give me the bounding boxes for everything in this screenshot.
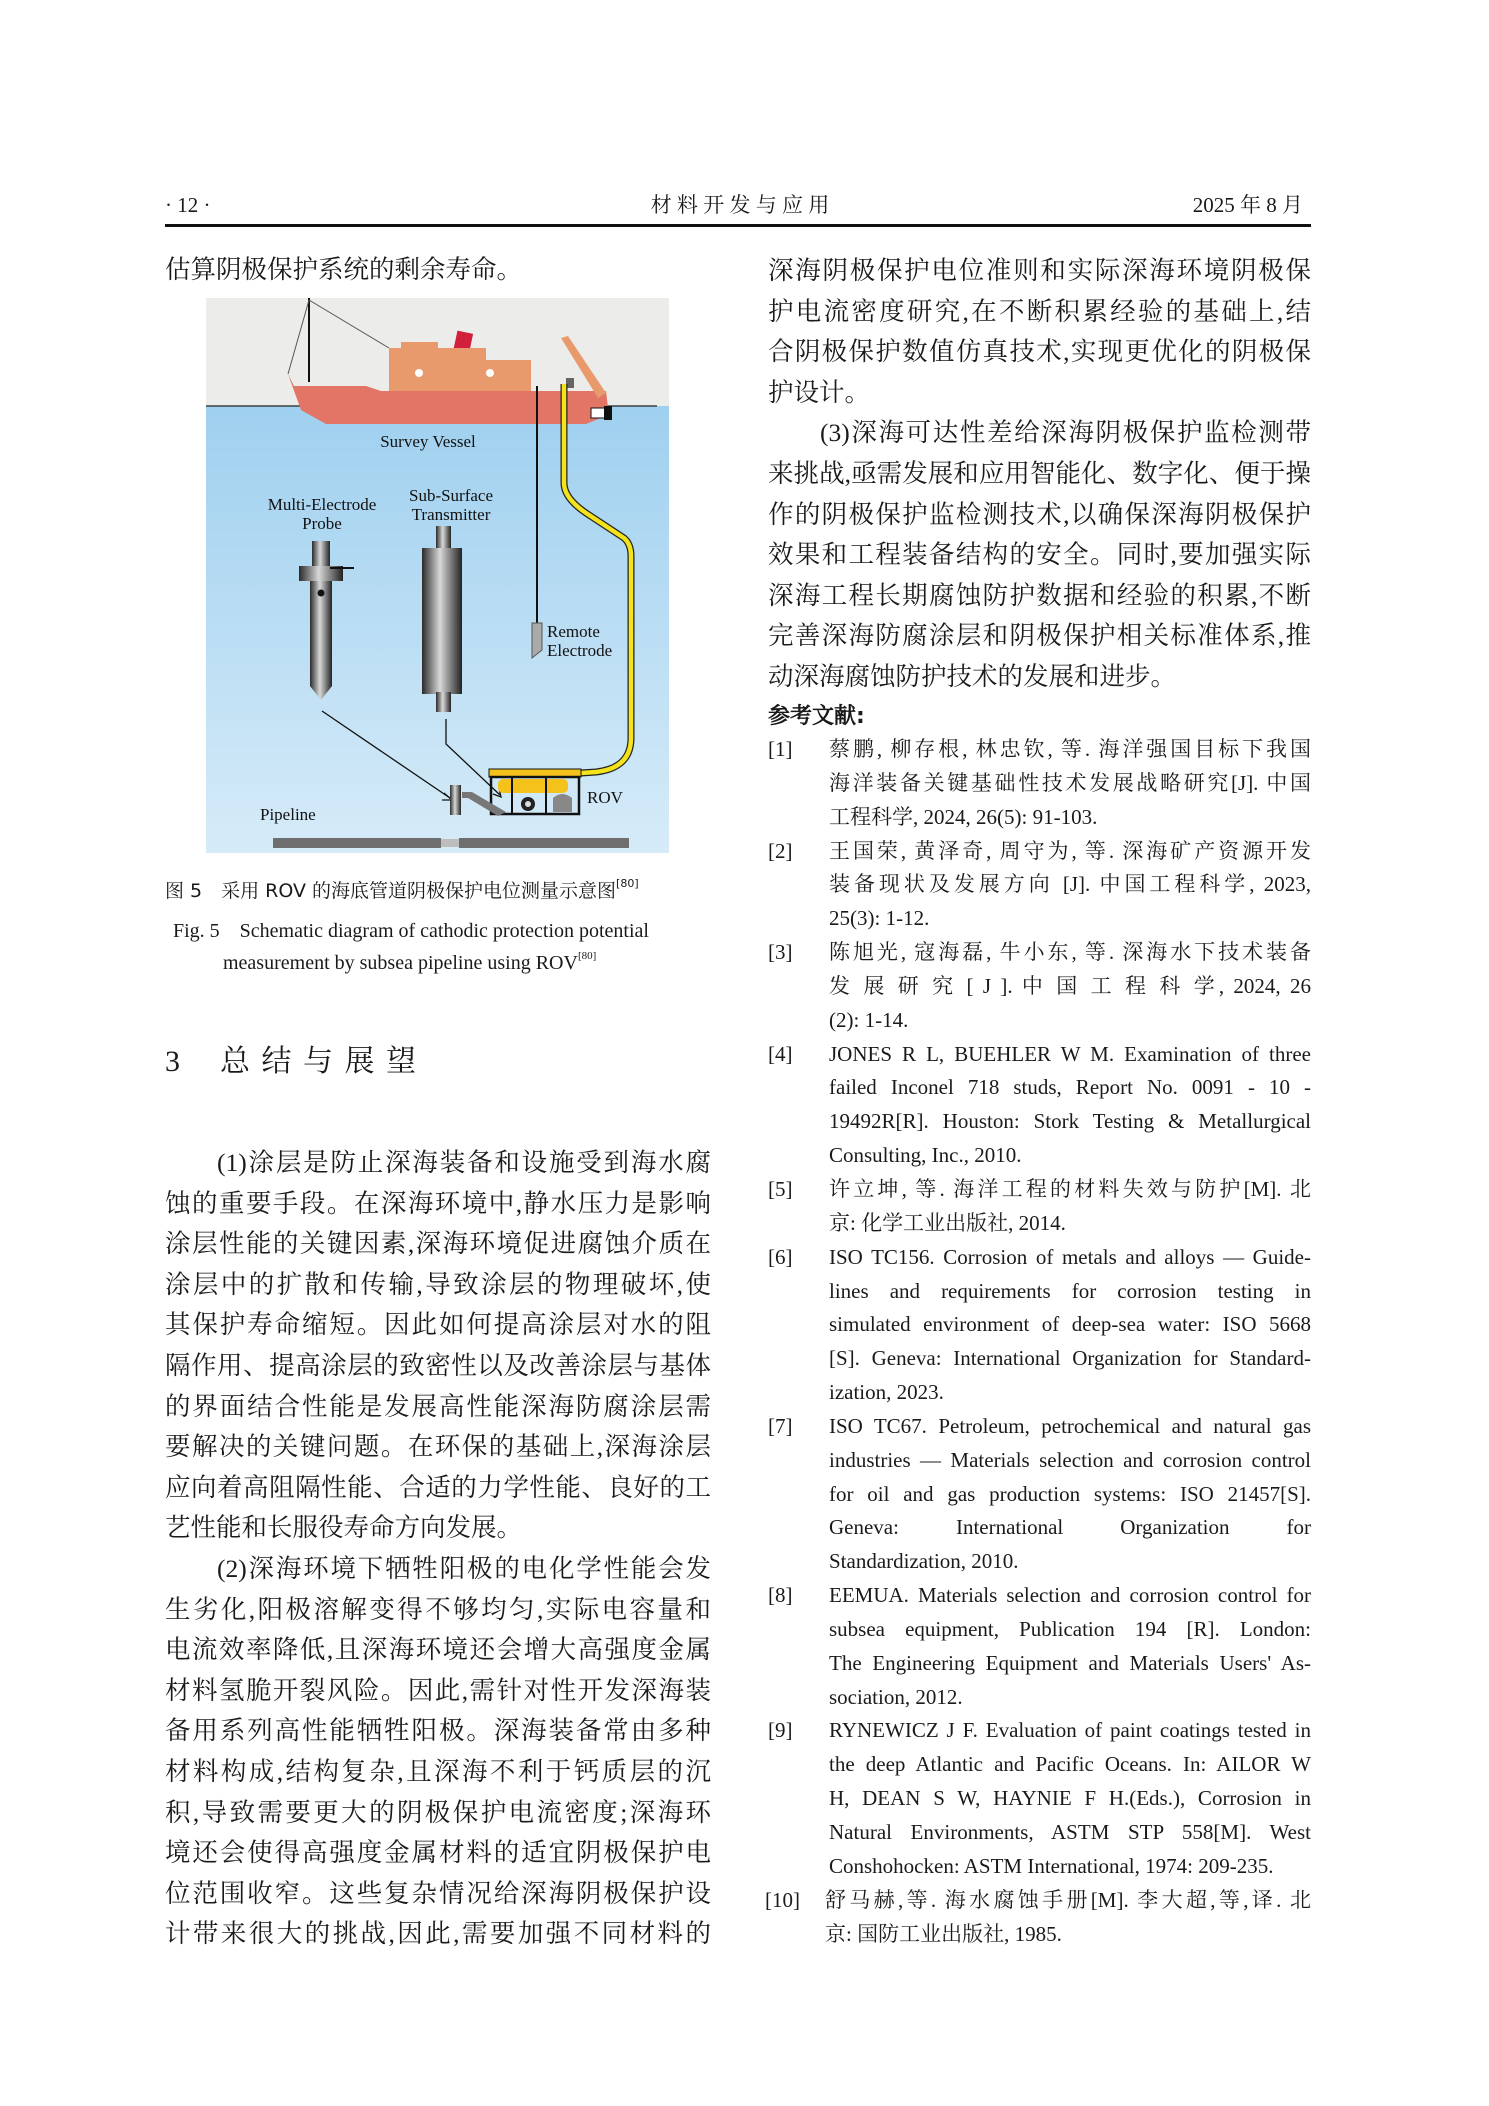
text-line: 积,导致需要更大的阴极保护电流密度;深海环: [165, 1797, 711, 1827]
page-number: · 12 ·: [165, 193, 211, 217]
reference-line: [S]. Geneva: International Organization for Standard-: [829, 1346, 1311, 1371]
reference-line: H, DEAN S W, HAYNIE F H.(Eds.), Corrosion in: [829, 1786, 1311, 1811]
reference-line: 陈旭光, 寇海磊, 牛小东, 等. 深海水下技术装备: [829, 940, 1311, 965]
reference-line: Natural Environments, ASTM STP 558[M]. West: [829, 1820, 1311, 1844]
figure-caption-cn: [165, 876, 639, 903]
text-line: 材料氢脆开裂风险。因此,需针对性开发深海装: [165, 1675, 711, 1705]
text-line: 合阴极保护数值仿真技术,实现更优化的阴极保: [768, 337, 1311, 367]
reference-line: 19492R[R]. Houston: Stork Testing & Metallurgical: [829, 1109, 1311, 1134]
caption-en-citation: [80]: [577, 950, 597, 962]
reference-line: EEMUA. Materials selection and corrosion control for: [829, 1583, 1311, 1608]
reference-label: [5]: [768, 1176, 793, 1201]
left-top-text: [165, 250, 711, 291]
reference-item: [768, 733, 1311, 835]
figure-caption-en-line1: Fig. 5 Schematic diagram of cathodic protection potential: [173, 920, 649, 942]
label-remote-line2: Electrode: [547, 641, 613, 660]
section-title: 总 结 与 展 望: [220, 1045, 418, 1078]
reference-label: [9]: [768, 1718, 793, 1743]
reference-item: [768, 1579, 1311, 1714]
text-line: 涂层性能的关键因素,深海环境促进腐蚀介质在: [165, 1229, 711, 1259]
text-line: 来挑战,亟需发展和应用智能化、数字化、便于操: [768, 458, 1311, 488]
reference-label: [2]: [768, 838, 793, 863]
text-line: 动深海腐蚀防护技术的发展和进步。: [768, 661, 1177, 691]
text-line: 要解决的关键问题。在环保的基础上,深海涂层: [165, 1432, 711, 1462]
label-transmitter-line1: Sub-Surface: [408, 486, 494, 505]
reference-line: ISO TC67. Petroleum, petrochemical and natural gas: [829, 1413, 1311, 1438]
journal-title: 材 料 开 发 与 应 用: [650, 193, 830, 217]
text-line: 深海阴极保护电位准则和实际深海环境阴极保: [768, 256, 1311, 285]
label-survey-vessel: Survey Vessel: [380, 432, 476, 451]
text-line: 隔作用、提高涂层的致密性以及改善涂层与基体: [165, 1350, 711, 1380]
reference-label: [8]: [768, 1583, 793, 1608]
left-column-body: [165, 1143, 711, 1955]
references-title: 参考文献:: [768, 704, 865, 729]
label-pipeline: Pipeline: [260, 805, 316, 824]
reference-line: 京: 化学工业出版社, 2014.: [829, 1210, 1066, 1235]
reference-line: 发 展 研 究 [ J ]. 中 国 工 程 科 学, 2024, 26: [829, 973, 1311, 998]
reference-label: [7]: [768, 1413, 793, 1438]
reference-line: for oil and gas production systems: ISO 21457[S].: [829, 1481, 1311, 1506]
caption-en-text: measurement by subsea pipeline using ROV: [223, 952, 578, 974]
reference-item: [768, 936, 1311, 1038]
reference-line: ization, 2023.: [829, 1380, 944, 1405]
text-line: 备用系列高性能牺牲阳极。深海装备常由多种: [165, 1716, 711, 1746]
text-line: 护电流密度研究,在不断积累经验的基础上,结: [768, 296, 1311, 326]
reference-line: 许立坤, 等. 海洋工程的材料失效与防护[M]. 北: [829, 1176, 1311, 1201]
references-section: [765, 700, 1311, 1951]
text-line: 应向着高阻隔性能、合适的力学性能、良好的工: [165, 1472, 711, 1502]
issue-date: 2025 年 8 月: [1192, 193, 1303, 217]
text-line: 计带来很大的挑战,因此,需要加强不同材料的: [165, 1919, 711, 1949]
reference-line: the deep Atlantic and Pacific Oceans. In: AILOR W: [829, 1752, 1311, 1777]
text-line: 估算阴极保护系统的剩余寿命。: [165, 255, 523, 284]
reference-line: 京: 国防工业出版社, 1985.: [825, 1921, 1062, 1946]
reference-label: [10]: [765, 1887, 800, 1912]
text-line: 作的阴极保护监检测技术,以确保深海阴极保护: [768, 499, 1311, 529]
reference-line: sociation, 2012.: [829, 1684, 963, 1709]
text-line: 蚀的重要手段。在深海环境中,静水压力是影响: [165, 1188, 711, 1218]
caption-cn-citation: [80]: [616, 877, 639, 890]
reference-item: [768, 1173, 1311, 1241]
text-line: 材料构成,结构复杂,且深海不利于钙质层的沉: [165, 1756, 711, 1786]
reference-line: subsea equipment, Publication 194 [R]. London:: [829, 1616, 1311, 1641]
header-rule: [165, 224, 1311, 227]
sub-surface-transmitter-icon: [422, 526, 462, 712]
reference-line: (2): 1-14.: [829, 1007, 909, 1032]
text-line: 电流效率降低,且深海环境还会增大高强度金属: [165, 1635, 711, 1665]
reference-item: [768, 1410, 1311, 1579]
reference-label: [4]: [768, 1041, 793, 1066]
reference-label: [1]: [768, 737, 793, 761]
reference-line: JONES R L, BUEHLER W M. Examination of three: [829, 1041, 1311, 1066]
reference-item: [768, 1714, 1311, 1883]
text-line: 境还会使得高强度金属材料的适宜阴极保护电: [165, 1838, 711, 1868]
section-number: 3: [165, 1045, 180, 1078]
right-column-body: [768, 251, 1311, 698]
text-line: 完善深海防腐涂层和阴极保护相关标准体系,推: [768, 621, 1311, 651]
label-transmitter-line2: Transmitter: [411, 505, 491, 524]
label-remote-line1: Remote: [547, 622, 600, 641]
reference-item: [768, 1241, 1311, 1410]
text-line: 生劣化,阳极溶解变得不够均匀,实际电容量和: [165, 1594, 711, 1624]
reference-item: [768, 835, 1311, 937]
reference-line: 海洋装备关键基础性技术发展战略研究[J]. 中国: [829, 770, 1311, 795]
text-line: 艺性能和长服役寿命方向发展。: [165, 1513, 523, 1543]
text-line: (3)深海可达性差给深海阴极保护监检测带: [820, 418, 1311, 448]
reference-line: 蔡鹏, 柳存根, 林忠钦, 等. 海洋强国目标下我国: [829, 737, 1311, 761]
reference-line: ISO TC156. Corrosion of metals and alloys — Guide-: [829, 1244, 1311, 1269]
references-list: [765, 733, 1311, 1951]
reference-line: Conshohocken: ASTM International, 1974: 209-235.: [829, 1853, 1274, 1878]
label-rov: ROV: [587, 788, 623, 807]
text-line: 其保护寿命缩短。因此如何提高涂层对水的阻: [165, 1310, 711, 1340]
reference-line: 舒马赫,等. 海水腐蚀手册[M]. 李大超,等,译. 北: [825, 1887, 1311, 1912]
reference-line: Consulting, Inc., 2010.: [829, 1143, 1022, 1168]
text-line: 效果和工程装备结构的安全。同时,要加强实际: [768, 540, 1311, 570]
reference-line: The Engineering Equipment and Materials Users' As-: [829, 1650, 1311, 1675]
pipeline-icon: [273, 838, 629, 848]
label-probe-line1: Multi-Electrode: [267, 495, 377, 514]
text-line: 涂层中的扩散和传输,导致涂层的物理破坏,使: [165, 1269, 711, 1299]
reference-line: 25(3): 1-12.: [829, 906, 930, 931]
reference-line: 王国荣, 黄泽奇, 周守为, 等. 深海矿产资源开发: [829, 838, 1311, 863]
text-line: 深海工程长期腐蚀防护数据和经验的积累,不断: [768, 580, 1311, 610]
label-probe-line2: Probe: [302, 514, 342, 533]
reference-line: 工程科学, 2024, 26(5): 91-103.: [829, 804, 1098, 829]
text-line: (2)深海环境下牺牲阳极的电化学性能会发: [217, 1553, 711, 1583]
caption-cn-text: 图 5 采用 ROV 的海底管道阴极保护电位测量示意图: [165, 880, 617, 902]
text-line: 位范围收窄。这些复杂情况给深海阴极保护设: [165, 1878, 711, 1908]
section-heading: [165, 1040, 418, 1084]
reference-line: failed Inconel 718 studs, Report No. 0091 - 10 -: [829, 1075, 1311, 1100]
text-line: (1)涂层是防止深海装备和设施受到海水腐: [217, 1148, 711, 1177]
reference-line: Geneva: International Organization for: [829, 1515, 1311, 1540]
reference-line: 装备现状及发展方向 [J]. 中国工程科学, 2023,: [829, 872, 1311, 897]
text-line: 的界面结合性能是发展高性能深海防腐涂层需: [165, 1391, 711, 1421]
reference-line: RYNEWICZ J F. Evaluation of paint coatings tested in: [829, 1718, 1311, 1743]
reference-line: industries — Materials selection and corrosion control: [829, 1447, 1311, 1472]
reference-line: simulated environment of deep-sea water: ISO 5668: [829, 1312, 1311, 1337]
rov-schematic-figure: [206, 298, 669, 853]
reference-label: [6]: [768, 1244, 793, 1269]
reference-line: lines and requirements for corrosion testing in: [829, 1278, 1311, 1303]
reference-label: [3]: [768, 940, 793, 965]
reference-item: [765, 1884, 1311, 1952]
text-line: 护设计。: [768, 377, 871, 407]
reference-item: [768, 1038, 1311, 1173]
reference-line: Standardization, 2010.: [829, 1549, 1019, 1574]
figure-caption-en-line2: [223, 950, 596, 975]
